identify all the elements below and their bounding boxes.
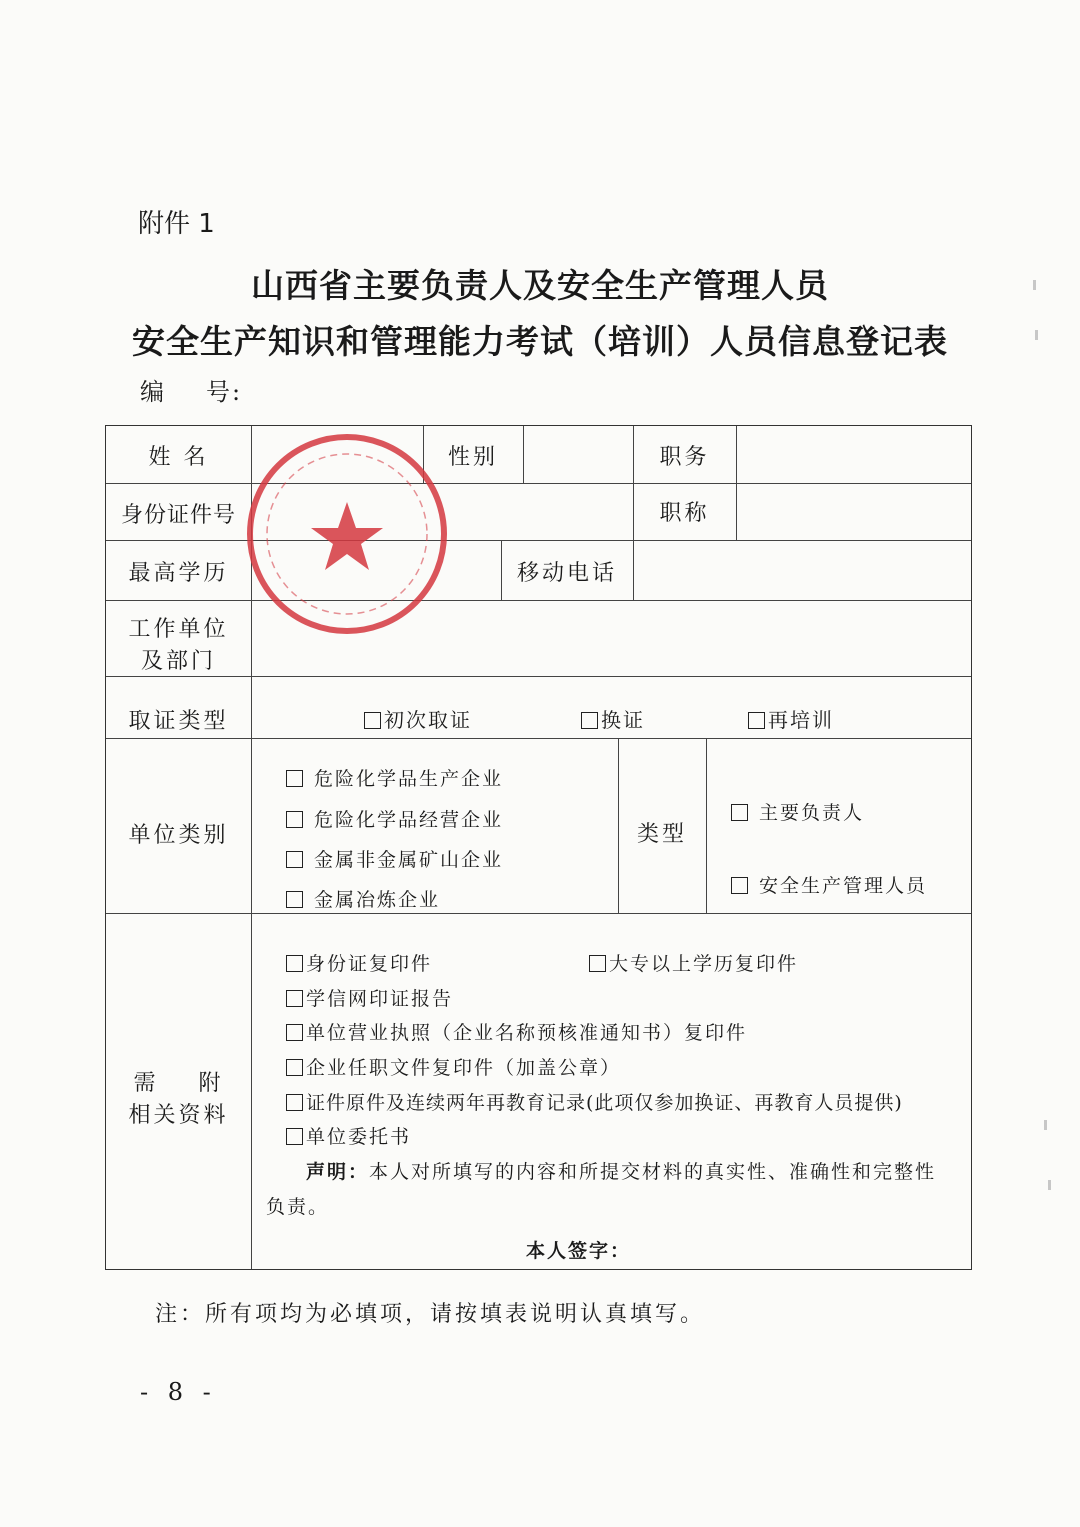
- documents-label-line1: 需 附: [133, 1071, 224, 1096]
- document-appointment-file[interactable]: 企业任职文件复印件（加盖公章）: [286, 1053, 621, 1080]
- checkbox-icon[interactable]: [589, 955, 606, 972]
- checkbox-icon[interactable]: [286, 1059, 303, 1076]
- unit-category-option[interactable]: 危险化学品生产企业: [286, 764, 503, 791]
- footer-note: 注：所有项均为必填项，请按填表说明认真填写。: [155, 1302, 706, 1327]
- serial-number-label: [140, 372, 242, 407]
- document-diploma-copy[interactable]: 大专以上学历复印件: [589, 949, 798, 976]
- cert-type-renewal[interactable]: 换证: [581, 704, 645, 733]
- person-type-safety-manager[interactable]: 安全生产管理人员: [731, 871, 927, 898]
- column-line: [706, 738, 707, 913]
- cert-type-initial[interactable]: 初次取证: [364, 704, 472, 733]
- checkbox-icon[interactable]: [581, 712, 598, 729]
- unit-category-label: 单位类别: [128, 823, 229, 848]
- checkbox-icon[interactable]: [364, 712, 381, 729]
- employer-label-line1: 工作单位: [128, 617, 229, 642]
- checkbox-icon[interactable]: [731, 804, 748, 821]
- title-input[interactable]: [737, 484, 970, 539]
- form-title-line2: 安全生产知识和管理能力考试（培训）人员信息登记表: [132, 322, 948, 361]
- gender-input[interactable]: [524, 427, 632, 482]
- seal-star-icon: [311, 502, 383, 570]
- scan-mark: [1044, 1120, 1047, 1130]
- document-business-license[interactable]: 单位营业执照（企业名称预核准通知书）复印件: [286, 1018, 747, 1045]
- checkbox-icon[interactable]: [286, 770, 303, 787]
- mobile-input[interactable]: [634, 541, 970, 599]
- person-type-principal[interactable]: 主要负责人: [731, 798, 864, 825]
- gender-label: 性别: [447, 445, 498, 470]
- checkbox-icon[interactable]: [748, 712, 765, 729]
- registration-form-table: [105, 425, 972, 1270]
- title-label: 职称: [659, 501, 710, 526]
- cert-type-retraining[interactable]: 再培训: [748, 704, 834, 733]
- row-line: [106, 913, 971, 914]
- checkbox-icon[interactable]: [286, 955, 303, 972]
- document-id-copy[interactable]: 身份证复印件: [286, 949, 432, 976]
- form-title-line1: 山西省主要负责人及安全生产管理人员: [251, 266, 829, 305]
- unit-category-option[interactable]: 金属冶炼企业: [286, 885, 440, 912]
- documents-label-line2: 相关资料: [128, 1103, 229, 1128]
- checkbox-icon[interactable]: [286, 1128, 303, 1145]
- education-label: 最高学历: [128, 561, 229, 586]
- checkbox-icon[interactable]: [286, 891, 303, 908]
- checkbox-icon[interactable]: [286, 1024, 303, 1041]
- position-input[interactable]: [737, 427, 970, 482]
- row-line: [106, 676, 971, 677]
- official-seal: [245, 432, 450, 637]
- mobile-label: 移动电话: [516, 561, 617, 586]
- position-label: 职务: [659, 445, 710, 470]
- document-chsi-report[interactable]: 学信网印证报告: [286, 984, 453, 1011]
- employer-label-line2: 及部门: [140, 649, 216, 674]
- declaration-line1: 声明：本人对所填写的内容和所提交材料的真实性、准确性和完整性: [306, 1161, 937, 1183]
- scan-mark: [1033, 280, 1036, 290]
- unit-category-option[interactable]: 危险化学品经营企业: [286, 805, 503, 832]
- checkbox-icon[interactable]: [731, 877, 748, 894]
- row-line: [106, 738, 971, 739]
- name-label: 姓 名: [148, 445, 209, 470]
- declaration-line2: 负责。: [266, 1196, 330, 1218]
- page-number: - 8 -: [140, 1378, 217, 1406]
- serial-label-b: 号:: [206, 378, 243, 406]
- person-type-label: 类型: [636, 822, 687, 847]
- checkbox-icon[interactable]: [286, 811, 303, 828]
- unit-category-option[interactable]: 金属非金属矿山企业: [286, 845, 503, 872]
- attachment-label: 附件 1: [138, 209, 215, 239]
- document-original-certificate[interactable]: 证件原件及连续两年再教育记录(此项仅参加换证、再教育人员提供): [286, 1088, 903, 1115]
- checkbox-icon[interactable]: [286, 990, 303, 1007]
- signature-field[interactable]: [646, 1232, 846, 1262]
- cert-type-label: 取证类型: [128, 709, 229, 734]
- id-number-label: 身份证件号: [120, 503, 236, 528]
- signature-label: 本人签字：: [526, 1240, 632, 1262]
- scan-mark: [1048, 1180, 1051, 1190]
- scan-mark: [1035, 330, 1038, 340]
- serial-label-a: 编: [140, 378, 166, 406]
- checkbox-icon[interactable]: [286, 1094, 303, 1111]
- document-authorization-letter[interactable]: 单位委托书: [286, 1122, 411, 1149]
- checkbox-icon[interactable]: [286, 851, 303, 868]
